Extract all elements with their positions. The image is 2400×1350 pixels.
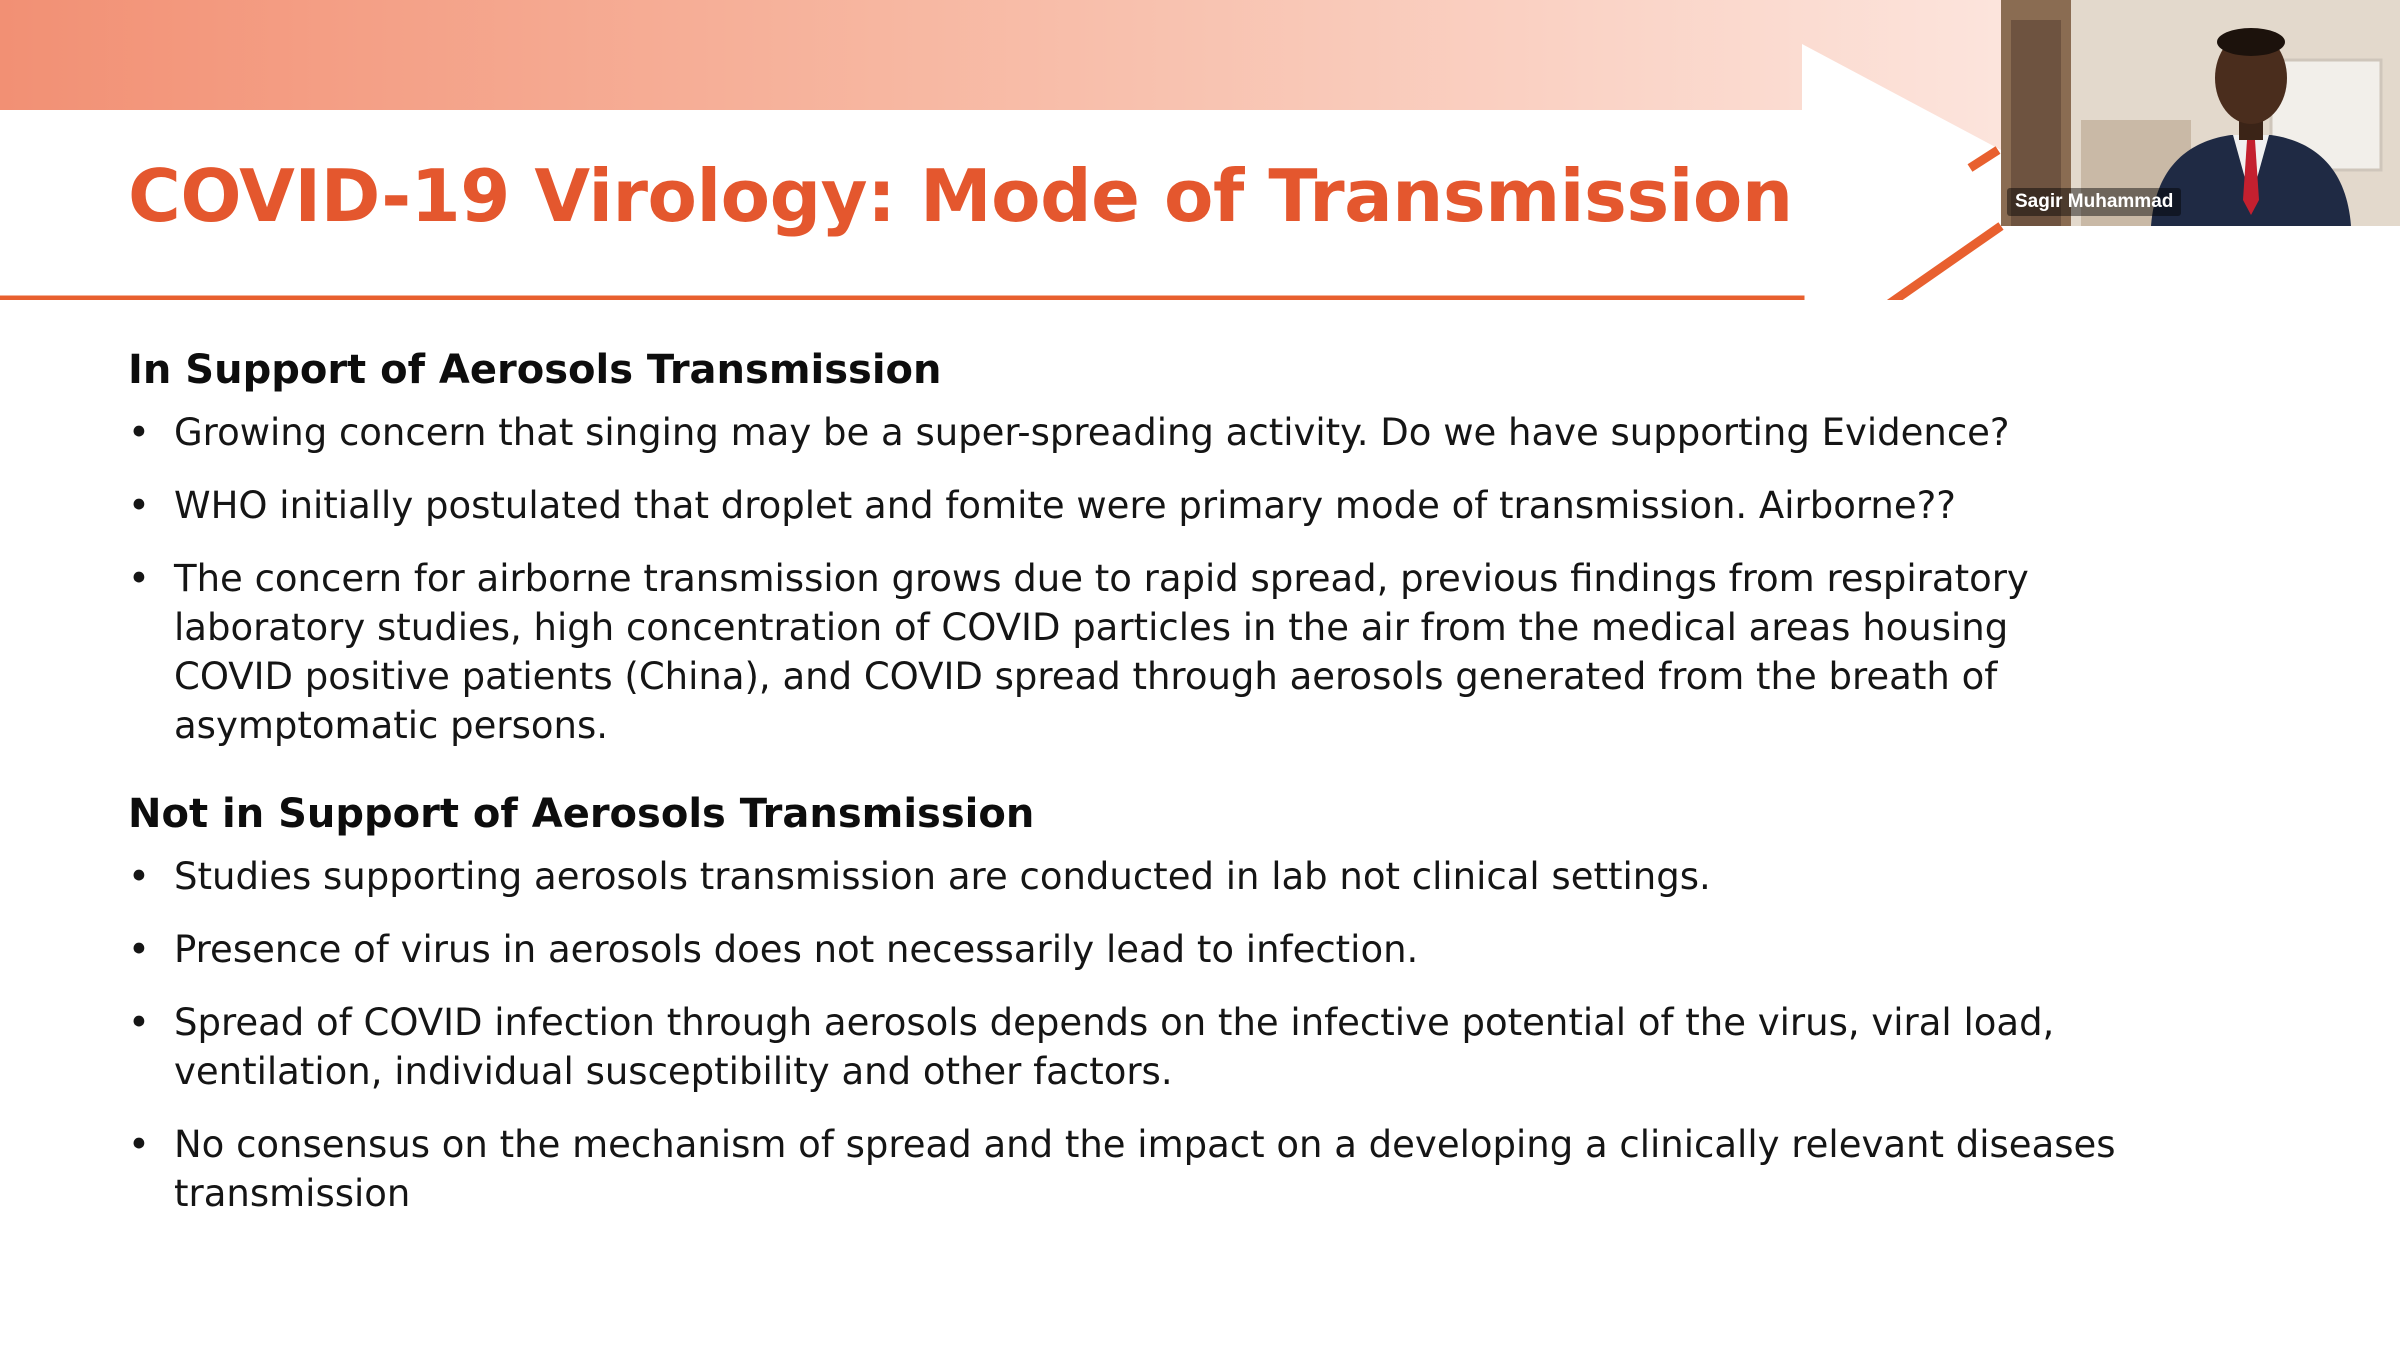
bullet-dot-icon: •: [128, 557, 150, 600]
bullet-text: Presence of virus in aerosols does not necessarily lead to infection.: [174, 928, 1419, 971]
bullet-dot-icon: •: [128, 1123, 150, 1166]
participant-video-tile[interactable]: [2001, 0, 2400, 226]
bullet-text: Studies supporting aerosols transmission are conducted in lab not clinical settings.: [174, 855, 1711, 898]
bullet-text: Spread of COVID infection through aerosols depends on the infective potential of the virus, viral load, ventilation, individual susceptibility and other factors.: [174, 1001, 2055, 1093]
bullet-text: No consensus on the mechanism of spread and the impact on a developing a clinically relevant diseases transmission: [174, 1123, 2116, 1215]
bullet-item: [128, 1120, 2128, 1218]
peach-band: [0, 0, 2001, 150]
bullet-list-not-support: [128, 852, 2128, 1218]
section-heading-support: In Support of Aerosols Transmission: [128, 347, 942, 393]
arrow-tip-fragment: [1970, 150, 1998, 168]
bullet-dot-icon: •: [128, 855, 150, 898]
bullet-dot-icon: •: [128, 928, 150, 971]
bullet-item: [128, 925, 2128, 974]
bullet-item: [128, 408, 2128, 457]
slide-title: COVID-19 Virology: Mode of Transmission: [128, 154, 1793, 238]
slide-content: [128, 340, 2128, 1242]
bullet-item: [128, 481, 2128, 530]
bullet-item: [128, 998, 2128, 1096]
bullet-text: WHO initially postulated that droplet and fomite were primary mode of transmission. Airborne??: [174, 484, 1956, 527]
bullet-item: [128, 554, 2128, 750]
bullet-text: Growing concern that singing may be a super-spreading activity. Do we have supporting Evidence?: [174, 411, 2010, 454]
bullet-list-support: [128, 408, 2128, 750]
bullet-dot-icon: •: [128, 1001, 150, 1044]
bullet-item: [128, 852, 2128, 901]
bullet-dot-icon: •: [128, 484, 150, 527]
bullet-text: The concern for airborne transmission grows due to rapid spread, previous findings from respiratory laboratory studies, high concentration of COVID particles in the air from the medical areas housing COVID positive patients (China), and COVID spread through aerosols generated from the breath of asymptomatic persons.: [174, 557, 2029, 747]
bullet-dot-icon: •: [128, 411, 150, 454]
section-heading-not-support: Not in Support of Aerosols Transmission: [128, 791, 1035, 837]
participant-name-label: Sagir Muhammad: [2007, 188, 2181, 216]
